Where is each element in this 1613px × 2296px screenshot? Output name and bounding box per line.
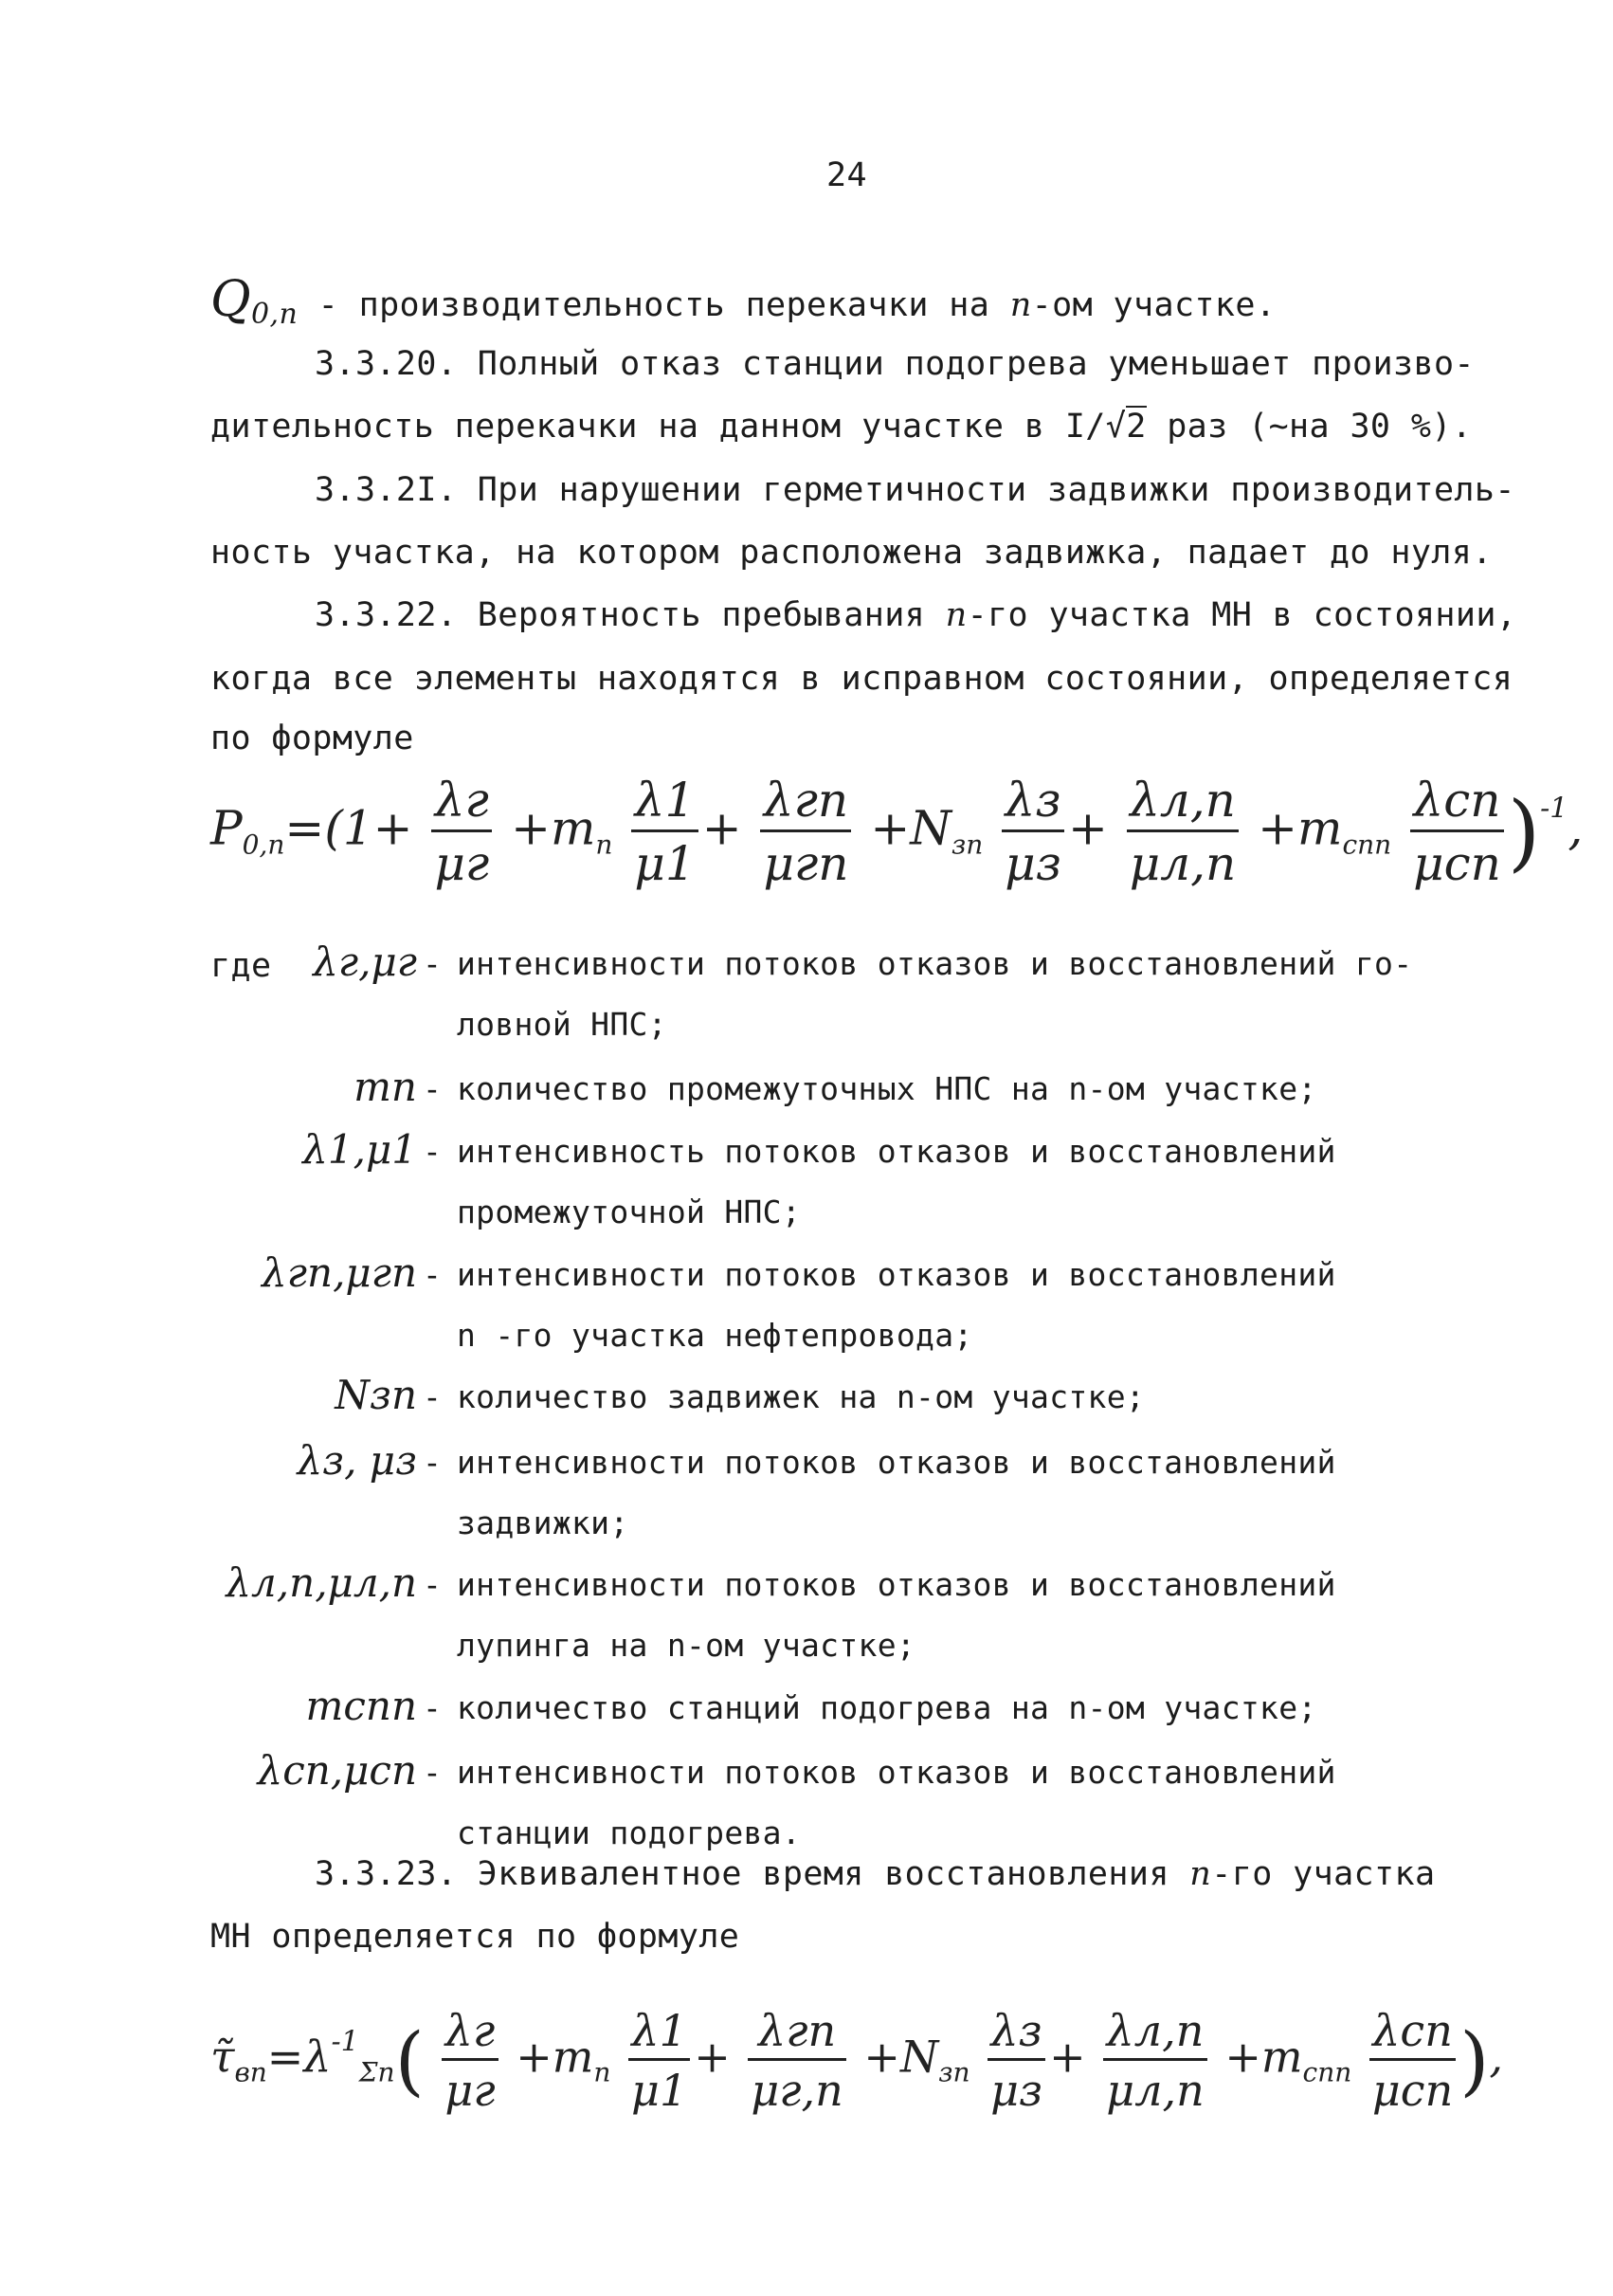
- formula2-m: +m: [516, 2031, 594, 2083]
- sqrt-sign: √: [1105, 408, 1127, 446]
- formula2-lhs: τ̃: [210, 2031, 235, 2083]
- definition-text-line: интенсивности потоков отказов и восстановлений: [457, 1256, 1336, 1293]
- formula1-mc: +m: [1258, 800, 1343, 856]
- definition-text-line: n -го участка нефтепровода;: [457, 1317, 973, 1354]
- formula1-term-intermediate-nps: $\frac{\lambda 1}{\mu 1}$: [631, 773, 698, 891]
- definition-dash: -: [423, 1070, 443, 1107]
- formula2-term-pipeline: $\frac{\text{λгn}}{\mu г,n}$: [748, 2005, 845, 2116]
- formula1-term-valve: $\frac{\lambda з}{\mu з}$: [1002, 773, 1064, 891]
- paragraph-3320-line2: [210, 410, 1472, 444]
- definition-text-line: количество станций подогрева на n-ом участке;: [457, 1689, 1317, 1726]
- q-subscript: 0,n: [251, 298, 299, 331]
- definition-text-line: интенсивность потоков отказов и восстановлений: [457, 1133, 1336, 1170]
- paragraph-3323-line1: [315, 1855, 1436, 1893]
- definition-symbol: λгn,μгn: [262, 1249, 417, 1296]
- formula2-lambda-sub: Σn: [358, 2056, 395, 2088]
- definition-text-line: лупинга на n-ом участке;: [457, 1627, 916, 1664]
- paragraph-3320-line2-post: раз (~на 30 %).: [1146, 408, 1473, 446]
- formula1-term-head-nps: $\frac{\lambda г}{\mu г}$: [431, 773, 492, 891]
- definition-text-line: количество задвижек на n-ом участке;: [457, 1378, 1146, 1415]
- formula2-lhs-sub: вn: [234, 2056, 267, 2088]
- formula2-eq: =: [266, 2031, 304, 2083]
- definition-dash: -: [423, 1378, 443, 1415]
- formula1-term-pipeline: $\frac{\text{λгn}}{\text{μгn}}$: [760, 773, 851, 891]
- q-tail: -ом участке.: [1031, 286, 1277, 324]
- definition-dash: -: [423, 1444, 443, 1481]
- paragraph-3322-line1: [315, 596, 1517, 634]
- paragraph-3323-line2: МН определяется по формуле: [210, 1918, 740, 1956]
- formula2-m-sub: n: [593, 2056, 611, 2088]
- formula2-lambda-sup: -1: [331, 2025, 359, 2059]
- formula1-close: ): [1507, 783, 1541, 881]
- formula1-lhs-sub: 0,n: [242, 829, 285, 861]
- paragraph-3321-line2: ность участка, на котором расположена задвижка, падает до нуля.: [210, 534, 1493, 572]
- formula2-term-intermediate-nps: $\frac{\lambda 1}{\mu 1}$: [628, 2005, 690, 2116]
- definition-text-line: интенсивности потоков отказов и восстановлений: [457, 1566, 1336, 1603]
- where-label: где: [210, 947, 272, 985]
- paragraph-3322-line3: по формуле: [210, 720, 414, 757]
- q-text: - производительность перекачки на: [298, 286, 1010, 324]
- definition-symbol: λ1,μ1: [302, 1126, 417, 1173]
- paragraph-3322-line1-post: -го участка МН в состоянии,: [967, 596, 1517, 634]
- formula1-N-sub: зn: [951, 829, 984, 861]
- paragraph-3322-line2: когда все элементы находятся в исправном состоянии, определяется: [210, 660, 1513, 698]
- definition-symbol: mn: [353, 1064, 417, 1110]
- formula1-m-sub: n: [595, 829, 613, 861]
- definition-text-line: ловной НПС;: [457, 1006, 667, 1043]
- formula1-eq: =: [284, 800, 325, 856]
- definition-dash: -: [423, 1754, 443, 1791]
- paragraph-3323-n-symbol: n: [1189, 1855, 1212, 1893]
- formula-p0n: $P_{0,n}=(1+$ $\frac{\lambda г}{\mu г}$ $+m_n$ $\frac{\lambda 1}{\mu 1}$ + $\frac{\text{λгn}}{\text{μгn}}$ $+N_{зn}$ $\frac{\lambda з}{\mu з}$ + $\frac{\lambda л,n}{\mu л,n}$ $+m_{сnn}$ $\frac{\text{λсn}}{\text{μсn}}$ )$^{-1}$,: [210, 773, 1584, 891]
- paragraph-3323-line1-post: -го участка: [1211, 1855, 1436, 1893]
- formula2-N-sub: зn: [938, 2056, 970, 2088]
- q-symbol: Q: [210, 271, 252, 328]
- formula1-m: +m: [511, 800, 596, 856]
- formula2-term-head-nps: $\frac{\lambda г}{\mu г}$: [442, 2005, 498, 2116]
- definition-text-line: станции подогрева.: [457, 1814, 802, 1851]
- definition-dash: -: [423, 1566, 443, 1603]
- formula2-mc: +m: [1224, 2031, 1303, 2083]
- formula2-close: ): [1459, 2016, 1490, 2105]
- formula2-mc-sub: сnn: [1302, 2056, 1352, 2088]
- paragraph-3320-line1: 3.3.20. Полный отказ станции подогрева уменьшает произво-: [315, 345, 1475, 383]
- paragraph-3321-line1: 3.3.2I. При нарушении герметичности задвижки производитель-: [315, 471, 1515, 509]
- formula1-term-heating: $\frac{\text{λсn}}{\text{μсn}}$: [1410, 773, 1504, 891]
- formula-tau-vn: $\taũ_{вn}=\lambda^{-1}_{\Sigma n}$( $\frac{\lambda г}{\mu г}$ $+m_n$ $\frac{\lambda 1}{\mu 1}$ + $\frac{\text{λгn}}{\mu г,n}$ $+N_{зn}$ $\frac{\lambda з}{\mu з}$ + $\frac{\lambda л,n}{\mu л,n}$ $+m_{сnn}$ $\frac{\text{λсn}}{\text{μсn}}$ ),: [210, 2005, 1504, 2116]
- definition-text-line: интенсивности потоков отказов и восстановлений го-: [457, 945, 1413, 982]
- formula1-term-looping: $\frac{\lambda л,n}{\mu л,n}$: [1127, 773, 1239, 891]
- definition-dash: -: [423, 1689, 443, 1726]
- definition-text-line: задвижки;: [457, 1504, 629, 1541]
- formula1-N: +N: [870, 800, 952, 856]
- q-n-symbol: n: [1009, 286, 1032, 324]
- formula1-lhs: P: [210, 800, 243, 856]
- formula1-open: (1+: [324, 800, 413, 856]
- definition-symbol: λл,n,μл,n: [226, 1559, 417, 1606]
- definition-text-line: количество промежуточных НПС на n-ом участке;: [457, 1070, 1317, 1107]
- formula2-term-valve: $\frac{\lambda з}{\mu з}$: [988, 2005, 1045, 2116]
- paragraph-3322-n-symbol: n: [945, 596, 968, 634]
- q-definition-line: [210, 271, 1277, 331]
- formula1-power: -1: [1540, 792, 1568, 826]
- formula2-tail: ,: [1489, 2031, 1504, 2083]
- definition-symbol: Nзn: [335, 1372, 417, 1418]
- formula2-term-looping: $\frac{\lambda л,n}{\mu л,n}$: [1103, 2005, 1206, 2116]
- definition-text-line: интенсивности потоков отказов и восстановлений: [457, 1444, 1336, 1481]
- definition-dash: -: [423, 945, 443, 982]
- formula2-N: +N: [863, 2031, 939, 2083]
- sqrt-value: 2: [1126, 408, 1147, 446]
- definition-dash: -: [423, 1256, 443, 1293]
- formula1-tail: ,: [1568, 800, 1584, 856]
- definition-symbol: λг,μг: [313, 938, 417, 985]
- page-number: 24: [826, 156, 867, 194]
- formula1-mc-sub: сnn: [1342, 829, 1392, 861]
- definition-symbol: λсn,μсn: [257, 1747, 417, 1794]
- definition-symbol: λз, μз: [297, 1437, 417, 1484]
- formula2-lambda: λ: [303, 2031, 332, 2083]
- definition-dash: -: [423, 1133, 443, 1170]
- definition-text-line: промежуточной НПС;: [457, 1194, 802, 1230]
- paragraph-3323-line1-pre: 3.3.23. Эквивалентное время восстановления: [315, 1855, 1190, 1893]
- formula2-open: (: [394, 2016, 425, 2105]
- definition-text-line: интенсивности потоков отказов и восстановлений: [457, 1754, 1336, 1791]
- paragraph-3320-line2-pre: дительность перекачки на данном участке в I/: [210, 408, 1106, 446]
- definition-symbol: mсnn: [305, 1683, 417, 1729]
- paragraph-3322-line1-pre: 3.3.22. Вероятность пребывания: [315, 596, 946, 634]
- formula2-term-heating: $\frac{\text{λсn}}{\text{μсn}}$: [1369, 2005, 1456, 2116]
